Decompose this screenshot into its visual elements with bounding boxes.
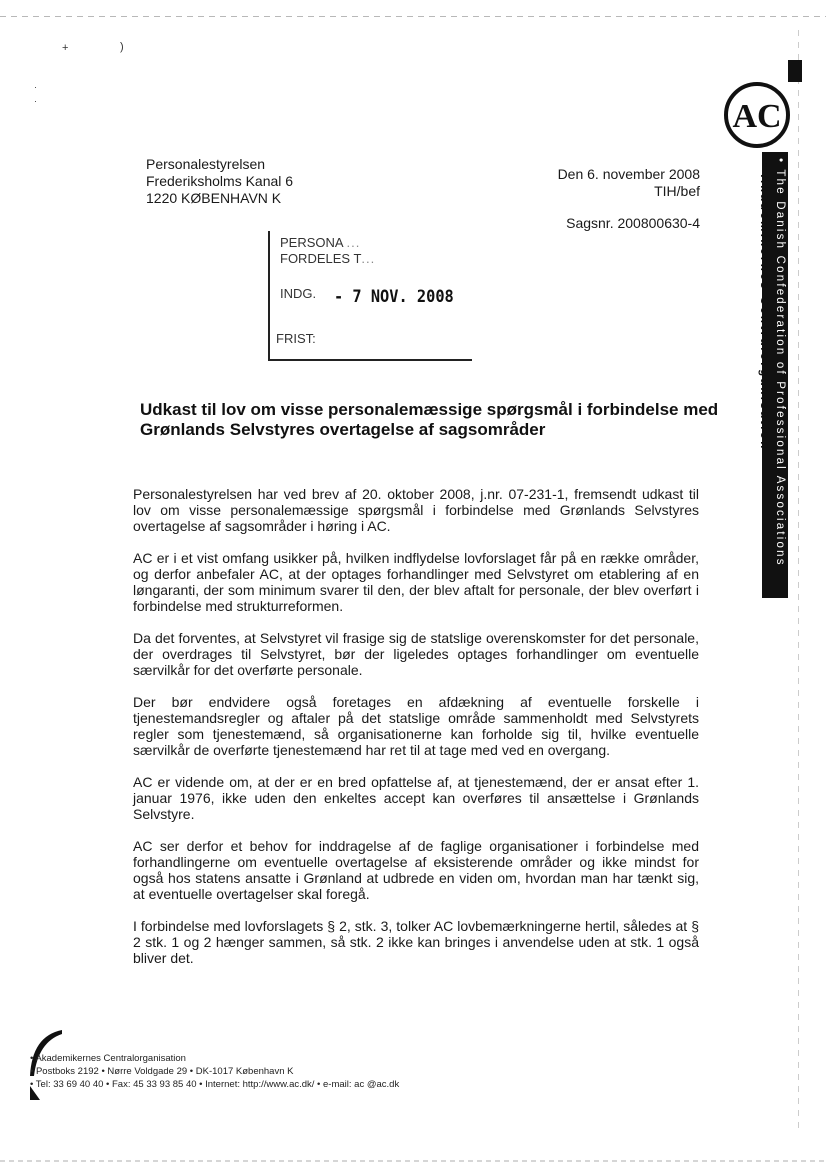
scan-edge-top	[0, 16, 826, 17]
letter-body	[133, 486, 699, 982]
body-paragraph: Personalestyrelsen har ved brev af 20. oktober 2008, j.nr. 07-231-1, fremsendt udkast til lov om visse personalemæssige spørgsmål i forbindelse med Grønlands Selvstyres overtagelse af sagsområder i høring i AC.	[133, 486, 699, 534]
letter-title: Udkast til lov om visse personalemæssige spørgsmål i forbindelse med Grønlands Selvstyres overtagelse af sagsområder	[140, 400, 719, 439]
letter-initials: TIH/bef	[654, 183, 700, 199]
ac-logo-icon	[722, 80, 792, 150]
scan-speck: ·	[34, 82, 37, 92]
scan-edge-right	[798, 30, 799, 1130]
scan-speck: +	[62, 42, 69, 54]
recipient-street: Frederiksholms Kanal 6	[146, 173, 294, 189]
stamp-received-date: - 7 NOV. 2008	[334, 287, 454, 307]
footer-org: • Akademikernes Centralorganisation	[30, 1053, 186, 1064]
body-paragraph: Da det forventes, at Selvstyret vil frasige sig de statslige overenskomster for det personale, der overdrages til Selvstyret, bør der ligeledes optages forhandlinger om eventuelle særvilkår for det overførte personale.	[133, 630, 699, 678]
received-stamp	[268, 231, 472, 361]
footer-address: • Postboks 2192 • Nørre Voldgade 29 • DK-1017 København K	[30, 1066, 294, 1077]
stamp-line-1: PERSONA ...	[280, 235, 361, 250]
logo-text: AC	[732, 98, 782, 135]
letterhead-english-name: • The Danish Confederation of Professional Associations	[774, 158, 786, 567]
stamp-line-2: FORDELES T...	[280, 251, 376, 266]
body-paragraph: Der bør endvidere også foretages en afdækning af eventuelle forskelle i tjenestemandsregler og aftaler på det statslige område sammenholdt med Selvstyrets regler som tjenestemænd, så organisationerne kan forholde sig til, hvilke eventuelle særvilkår de overførte tjenestemænd har ret til at tage med ved en overgang.	[133, 694, 699, 758]
scan-edge-bottom	[0, 1160, 826, 1162]
scan-speck: )	[120, 41, 124, 53]
body-paragraph: AC er i et vist omfang usikker på, hvilken indflydelse lovforslaget får på en række områder, og derfor anbefaler AC, at der optages forhandlinger med Selvstyret om etablering af en løngaranti, der som minimum svarer til den, der blev aftalt for personale, der blev overført i forbindelse med strukturreformen.	[133, 550, 699, 614]
letter-date-block	[558, 166, 700, 200]
letter-date: Den 6. november 2008	[557, 166, 700, 182]
letterhead-black-tab	[788, 60, 802, 82]
stamp-deadline-label: FRIST:	[276, 331, 316, 346]
body-paragraph: AC ser derfor et behov for inddragelse af de faglige organisationer i forbindelse med forhandlingerne om eventuelle overtagelse af eksisterende områder og ikke mindst for også hos statens ansatte i Grønland at udbrede en viden om, hvordan man har tænkt sig, at eventuelle overtagelser skal foregå.	[133, 838, 699, 902]
case-number: Sagsnr. 200800630-4	[566, 215, 700, 231]
scan-speck: ·	[34, 96, 37, 106]
stamp-received-label: INDG.	[280, 286, 317, 301]
footer-contact-line: • Tel: 33 69 40 40 • Fax: 45 33 93 85 40 • Internet: http://www.ac.dk/ • e-mail: ac @ac.dk	[30, 1079, 400, 1090]
body-paragraph: AC er vidende om, at der er en bred opfattelse af, at tjenestemænd, der er ansat efter 1. januar 1976, ikke uden den enkeltes accept kan overføres til ansættelse i Grønlands Selvstyre.	[133, 774, 699, 822]
body-paragraph: I forbindelse med lovforslagets § 2, stk. 3, tolker AC lovbemærkningerne hertil, således at § 2 stk. 1 og 2 hænger sammen, så stk. 2 ikke kan bringes i anvendelse uden at stk. 1 også bliver det.	[133, 918, 699, 966]
recipient-city: 1220 KØBENHAVN K	[146, 190, 282, 206]
letterhead-danish-name: • Akademikernes Centralorganisation	[758, 163, 770, 451]
recipient-name: Personalestyrelsen	[146, 156, 266, 172]
recipient-address	[146, 156, 293, 207]
footer-contact	[30, 1052, 399, 1091]
